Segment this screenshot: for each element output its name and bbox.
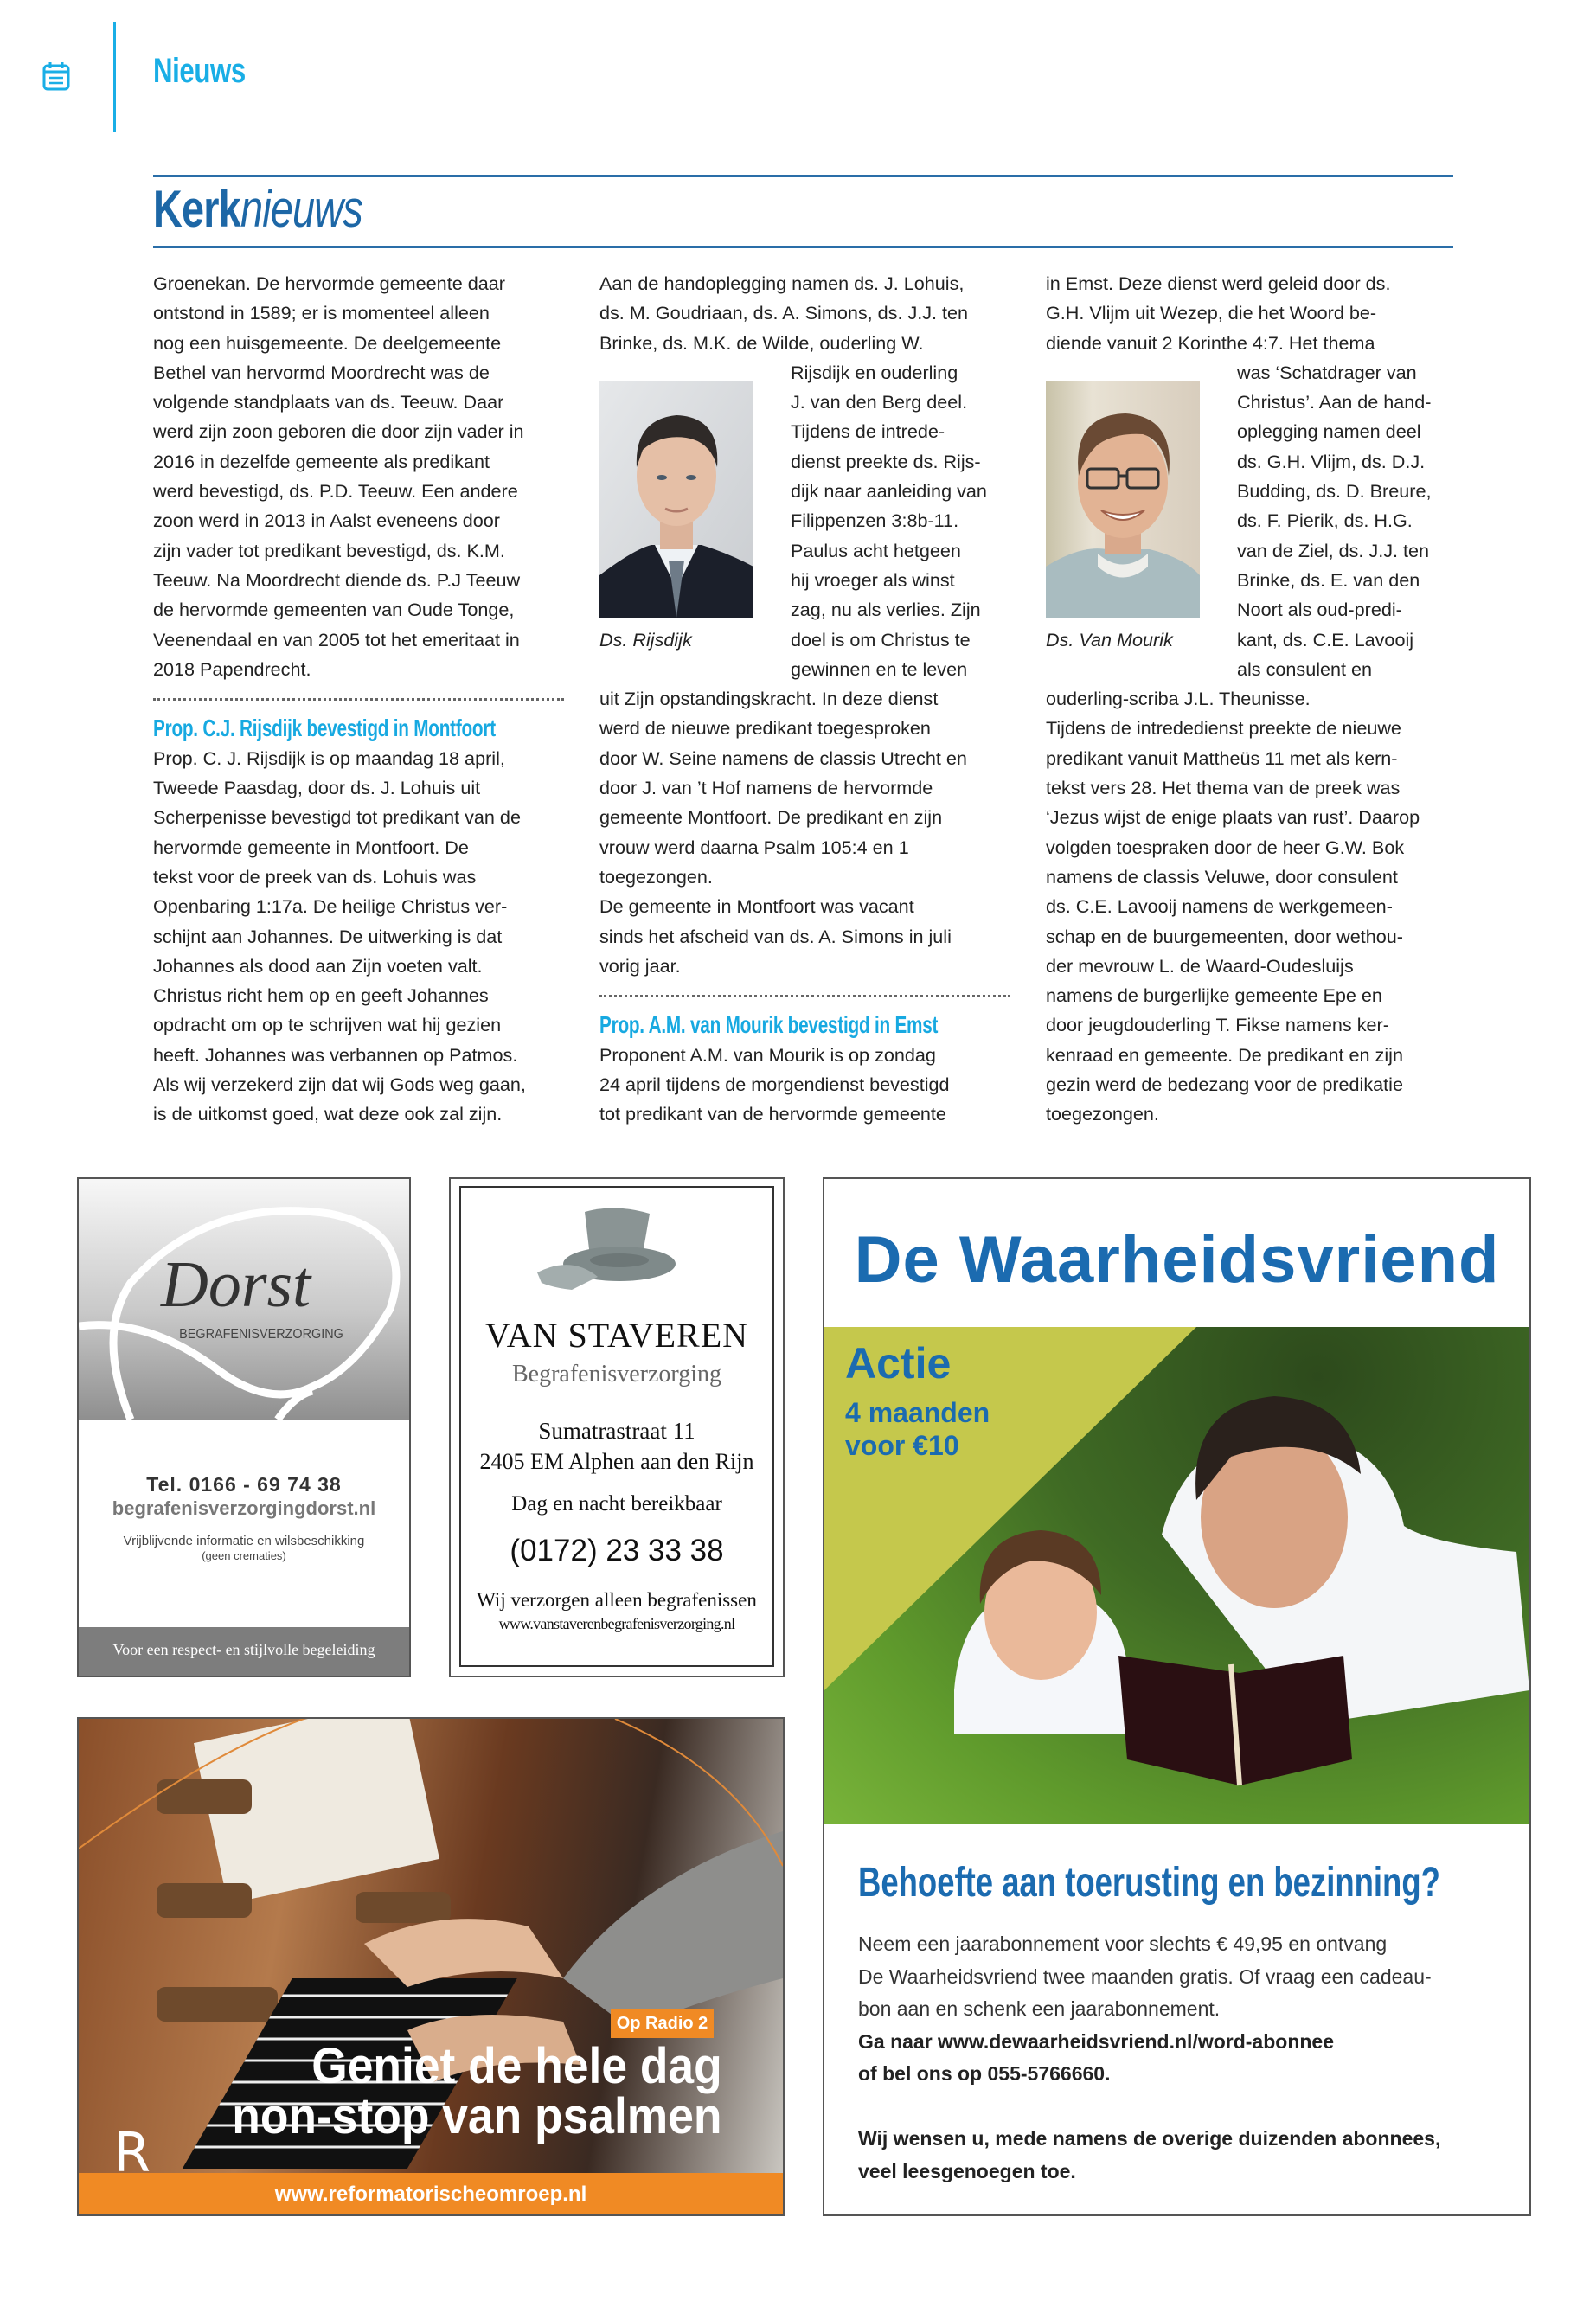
text-line: Bethel van hervormd Moordrecht was de <box>153 361 490 383</box>
text-line: werd bevestigd, ds. P.D. Teeuw. Een andere <box>153 480 518 503</box>
article-heading-rijsdijk: Prop. C.J. Rijsdijk bevestigd in Montfoort <box>153 715 496 742</box>
text-line: Christus’. Aan de hand- <box>1237 391 1432 413</box>
article-column-3 <box>1046 269 1457 1130</box>
text-line: zoon werd in 2013 in Aalst eveneens door <box>153 510 500 532</box>
staveren-city: 2405 EM Alphen aan den Rijn <box>479 1449 754 1474</box>
text-line: tot predikant van de hervormde gemeente <box>599 1103 946 1125</box>
dorst-phone: Tel. 0166 - 69 74 38 <box>146 1473 342 1496</box>
text-line: Brinke, ds. M.K. de Wilde, ouderling W. <box>599 331 924 354</box>
text-line: namens de burgerlijke gemeente Epe en <box>1046 984 1382 1007</box>
wv-promo-sub: 4 maanden voor €10 <box>845 1397 990 1461</box>
text-line: doel is om Christus te <box>791 628 971 651</box>
text-line: door J. van ’t Hof namens de hervormde <box>599 777 933 799</box>
radio-headline-1: Geniet de hele dag <box>311 2038 722 2094</box>
text-line: werd de nieuwe predikant toegesproken <box>599 717 931 740</box>
radio-headline-2: non-stop van psalmen <box>232 2088 722 2144</box>
ad-van-staveren[interactable] <box>449 1177 785 1677</box>
text-line: kant, ds. C.E. Lavooij <box>1237 628 1414 651</box>
wv-photo <box>824 1327 1529 1824</box>
text-line: van de Ziel, ds. J.J. ten <box>1237 539 1430 561</box>
text-line: Proponent A.M. van Mourik is op zondag <box>599 1043 936 1066</box>
page-title <box>153 179 362 239</box>
text-line: vrouw werd daarna Psalm 105:4 en 1 <box>599 836 909 858</box>
text-line: als consulent en <box>1237 657 1373 680</box>
text-line: Tweede Paasdag, door ds. J. Lohuis uit <box>153 777 481 799</box>
text-line: Budding, ds. D. Breure, <box>1237 480 1432 503</box>
staveren-street: Sumatrastraat 11 <box>538 1418 695 1444</box>
ad-de-waarheidsvriend[interactable] <box>823 1177 1531 2216</box>
text-line: uit Zijn opstandingskracht. In deze dienst <box>599 688 939 710</box>
section-divider <box>113 22 116 132</box>
wv-closing-line: veel leesgenoegen toe. <box>858 2159 1076 2182</box>
text-line: ds. G.H. Vlijm, ds. D.J. <box>1237 450 1426 472</box>
section-title: Nieuws <box>153 52 246 90</box>
page-title-bold: Kerk <box>153 180 240 238</box>
text-line: 24 april tijdens de morgendienst bevestigd <box>599 1074 950 1096</box>
text-line: predikant vanuit Mattheüs 11 met als kern- <box>1046 747 1398 769</box>
text-line: ‘Jezus wijst de enige plaats van rust’. Daarop <box>1046 806 1420 829</box>
article-column-1 <box>153 269 564 1130</box>
text-line: zijn vader tot predikant bevestigd, ds. K.M. <box>153 539 505 561</box>
text-line: werd zijn zoon geboren die door zijn vader in <box>153 420 524 443</box>
wv-cta-line[interactable]: Ga naar www.dewaarheidsvriend.nl/word-abonnee <box>858 2029 1335 2053</box>
dotted-separator <box>599 981 1010 1010</box>
text-line: J. van den Berg deel. <box>791 391 968 413</box>
text-line: Teeuw. Na Moordrecht diende ds. P.J Teeuw <box>153 568 521 591</box>
text-line: de hervormde gemeenten van Oude Tonge, <box>153 599 515 621</box>
wv-body-line: bon aan en schenk een jaarabonnement. <box>858 1997 1221 2020</box>
text-line: gewinnen en te leven <box>791 657 968 680</box>
text-line: Veenendaal en van 2005 tot het emeritaat in <box>153 628 520 651</box>
text-line: gezin werd de bedezang voor de predikatie <box>1046 1074 1403 1096</box>
paragraph <box>599 684 1010 981</box>
page-title-italic: nieuws <box>240 180 362 238</box>
paragraph <box>153 744 564 1130</box>
radio-url-bar <box>79 2173 783 2214</box>
text-line: tekst voor de preek van ds. Lohuis was <box>153 865 477 888</box>
text-line: ouderling-scriba J.L. Theunisse. <box>1046 688 1311 710</box>
paragraph <box>1046 269 1457 358</box>
text-line: Paulus acht hetgeen <box>791 539 961 561</box>
text-line: is de uitkomst goed, wat deze ook zal zijn. <box>153 1103 503 1125</box>
title-rule-bottom <box>153 246 1453 248</box>
text-line: Noort als oud-predi- <box>1237 599 1402 621</box>
title-rule-top <box>153 175 1453 177</box>
photo-caption: Ds. Rijsdijk <box>599 628 692 651</box>
text-line: ds. F. Pierik, ds. H.G. <box>1237 510 1413 532</box>
text-line: door W. Seine namens de classis Utrecht en <box>599 747 967 769</box>
paragraph <box>1046 684 1457 1129</box>
text-line: Christus richt hem op en geeft Johannes <box>153 984 489 1007</box>
text-line: tekst vers 28. Het thema van de preek was <box>1046 777 1401 799</box>
text-line: nog een huisgemeente. De deelgemeente <box>153 331 502 354</box>
dotted-separator <box>153 684 564 714</box>
text-line: schijnt aan Johannes. De uitwerking is dat <box>153 925 503 947</box>
ad-dorst-begrafenisverzorging[interactable] <box>77 1177 411 1677</box>
text-line: ds. C.E. Lavooij namens de werkgemeen- <box>1046 895 1393 918</box>
wv-closing-line: Wij wensen u, mede namens de overige duizenden abonnees, <box>858 2127 1441 2150</box>
text-line: Johannes als dood aan Zijn voeten valt. <box>153 954 483 977</box>
radio-badge: Op Radio 2 <box>611 2009 714 2038</box>
text-line: Groenekan. De hervormde gemeente daar <box>153 272 505 294</box>
text-line: volgden toespraken door de heer G.W. Bok <box>1046 836 1405 858</box>
text-line: ds. M. Goudriaan, ds. A. Simons, ds. J.J. ten <box>599 302 969 324</box>
staveren-website: www.vanstaverenbegrafenisverzorging.nl <box>498 1615 735 1632</box>
radio-website[interactable]: www.reformatorischeomroep.nl <box>274 2182 587 2206</box>
staveren-name: VAN STAVEREN <box>484 1316 749 1355</box>
dorst-website: begrafenisverzorgingdorst.nl <box>112 1497 376 1519</box>
text-line: toegezongen. <box>1046 1103 1159 1125</box>
text-line: Scherpenisse bevestigd tot predikant van de <box>153 806 521 829</box>
staveren-sub: Begrafenisverzorging <box>511 1361 722 1388</box>
text-line: sinds het afscheid van ds. A. Simons in juli <box>599 925 952 947</box>
text-line: hij vroeger als winst <box>791 568 955 591</box>
dorst-tagline: Voor een respect- en stijlvolle begeleiding <box>112 1641 375 1658</box>
staveren-phone: (0172) 23 33 38 <box>510 1534 724 1567</box>
text-line: De gemeente in Montfoort was vacant <box>599 895 914 918</box>
text-line: dienst preekte ds. Rijs- <box>791 450 981 472</box>
ad-reformatorische-omroep[interactable] <box>77 1717 785 2216</box>
text-line: Rijsdijk en ouderling <box>791 361 958 383</box>
text-line: volgende standplaats van ds. Teeuw. Daar <box>153 391 504 413</box>
text-line: Tijdens de intrede- <box>791 420 945 443</box>
article-column-2 <box>599 269 1010 1130</box>
text-line: kenraad en gemeente. De predikant en zijn <box>1046 1043 1403 1066</box>
top-hat-icon <box>537 1203 676 1303</box>
wv-cta-line: of bel ons op 055-5766660. <box>858 2062 1111 2085</box>
text-line: G.H. Vlijm uit Wezep, die het Woord be- <box>1046 302 1377 324</box>
text-line: namens de classis Veluwe, door consulent <box>1046 865 1398 888</box>
dorst-info-note: (geen crematies) <box>202 1549 286 1562</box>
text-line: Brinke, ds. E. van den <box>1237 568 1420 591</box>
wv-body-line: Neem een jaarabonnement voor slechts € 49,95 en ontvang <box>858 1932 1388 1955</box>
paragraph <box>153 269 564 684</box>
text-line: Aan de handoplegging namen ds. J. Lohuis, <box>599 272 965 294</box>
text-line: vorig jaar. <box>599 954 681 977</box>
text-line: heeft. Johannes was verbannen op Patmos. <box>153 1043 518 1066</box>
wv-promo-title: Actie <box>845 1339 952 1388</box>
text-line: Filippenzen 3:8b-11. <box>791 510 959 532</box>
wv-body-line: De Waarheidsvriend twee maanden gratis. Of vraag een cadeau- <box>858 1965 1432 1988</box>
dorst-logo: Dorst <box>161 1248 311 1321</box>
photo-van-mourik <box>1046 381 1200 618</box>
photo-rijsdijk <box>599 381 753 618</box>
wv-title: De Waarheidsvriend <box>854 1223 1500 1297</box>
text-line: was ‘Schatdrager van <box>1237 361 1417 383</box>
photo-caption: Ds. Van Mourik <box>1046 628 1173 651</box>
article-heading-van-mourik: Prop. A.M. van Mourik bevestigd in Emst <box>599 1011 939 1039</box>
dorst-info: Vrijblijvende informatie en wilsbeschikking <box>123 1534 365 1548</box>
text-line: gemeente Montfoort. De predikant en zijn <box>599 806 943 829</box>
paragraph <box>599 1041 1010 1130</box>
calendar-icon <box>42 61 71 92</box>
text-line: hervormde gemeente in Montfoort. De <box>153 836 469 858</box>
text-line: Als wij verzekerd zijn dat wij Gods weg gaan, <box>153 1074 526 1096</box>
text-line: toegezongen. <box>599 865 713 888</box>
text-line: in Emst. Deze dienst werd geleid door ds. <box>1046 272 1391 294</box>
wv-body <box>858 1928 1440 2188</box>
staveren-note: Wij verzorgen alleen begrafenissen <box>477 1589 757 1611</box>
text-line: schap en de buurgemeenten, door wethou- <box>1046 925 1403 947</box>
text-line: Prop. C. J. Rijsdijk is op maandag 18 april, <box>153 747 505 769</box>
wv-heading: Behoefte aan toerusting en bezinning? <box>858 1860 1440 1906</box>
text-line: diende vanuit 2 Korinthe 4:7. Het thema <box>1046 331 1375 354</box>
text-line: 2016 in dezelfde gemeente als predikant <box>153 450 490 472</box>
staveren-availability: Dag en nacht bereikbaar <box>511 1492 722 1516</box>
text-line: oplegging namen deel <box>1237 420 1421 443</box>
text-line: Openbaring 1:17a. De heilige Christus ver- <box>153 895 508 918</box>
text-line: Tijdens de intrededienst preekte de nieuwe <box>1046 717 1401 740</box>
text-line: zag, nu als verlies. Zijn <box>791 599 981 621</box>
text-line: der mevrouw L. de Waard-Oudesluijs <box>1046 954 1354 977</box>
text-line: door jeugdouderling T. Fikse namens ker- <box>1046 1014 1389 1036</box>
paragraph <box>599 269 1010 358</box>
text-line: ontstond in 1589; er is momenteel alleen <box>153 302 490 324</box>
dorst-tagline-bar <box>79 1627 409 1676</box>
text-line: dijk naar aanleiding van <box>791 480 987 503</box>
spacer <box>858 2091 1440 2124</box>
radio-logo: R <box>113 2121 151 2184</box>
text-line: 2018 Papendrecht. <box>153 657 311 680</box>
text-line: opdracht om op te schrijven wat hij gezien <box>153 1014 502 1036</box>
dorst-logo-sub: BEGRAFENISVERZORGING <box>179 1327 343 1342</box>
